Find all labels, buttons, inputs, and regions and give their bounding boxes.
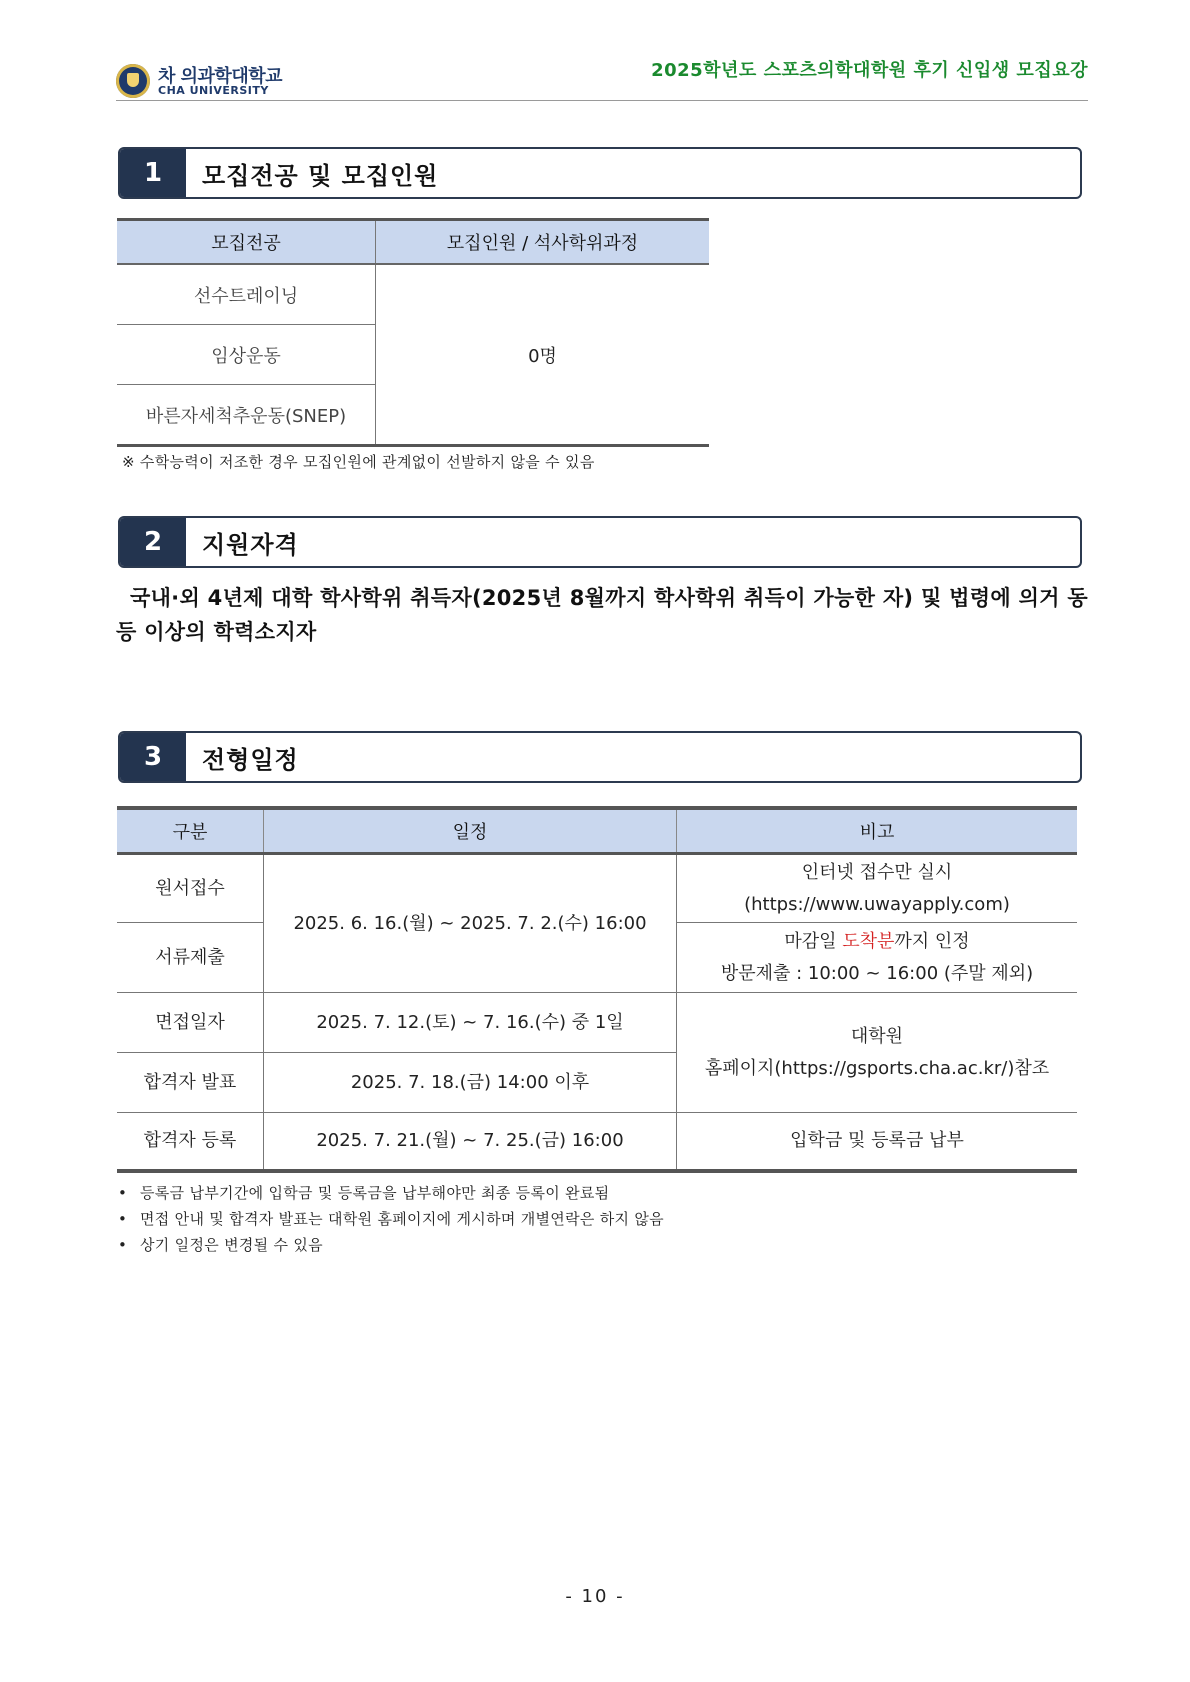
date-cell: 2025. 7. 12.(토) ~ 7. 16.(수) 중 1일 (264, 993, 677, 1053)
schedule-table-header (117, 808, 1077, 854)
highlight-text: 도착분 (842, 930, 895, 952)
header-remarks: 비고 (677, 808, 1078, 854)
date-cell: 2025. 6. 16.(월) ~ 2025. 7. 2.(수) 16:00 (264, 854, 677, 993)
remarks-line: 인터넷 접수만 실시 (801, 861, 953, 883)
university-logo (116, 62, 306, 100)
header-major: 모집전공 (117, 220, 376, 265)
page-header (116, 56, 1088, 101)
section-3-heading (118, 731, 1082, 783)
category-cell: 면접일자 (117, 993, 264, 1053)
date-cell: 2025. 7. 18.(금) 14:00 이후 (264, 1053, 677, 1113)
university-emblem-icon (116, 64, 150, 98)
schedule-notes (116, 1180, 664, 1258)
category-cell: 합격자 발표 (117, 1053, 264, 1113)
list-item: • 상기 일정은 변경될 수 있음 (116, 1232, 664, 1258)
remarks-cell (677, 993, 1078, 1113)
date-cell: 2025. 7. 21.(월) ~ 7. 25.(금) 16:00 (264, 1113, 677, 1171)
section-1-title: 모집전공 및 모집인원 (202, 161, 439, 190)
recruitment-table (117, 218, 709, 447)
remarks-text: 마감일 (784, 930, 843, 952)
table-row (117, 993, 1077, 1053)
remarks-line (678, 926, 1076, 958)
section-1-number: 1 (120, 149, 186, 197)
section-3-number: 3 (120, 733, 186, 781)
section-2-number: 2 (120, 518, 186, 566)
qualification-text: 국내·외 4년제 대학 학사학위 취득자(2025년 8월까지 학사학위 취득이 가능한 자) 및 법령에 의거 동등 이상의 학력소지자 (116, 586, 1088, 644)
remarks-cell: 입학금 및 등록금 납부 (790, 1129, 964, 1151)
recruitment-note: ※ 수학능력이 저조한 경우 모집인원에 관계없이 선발하지 않을 수 있음 (122, 453, 595, 471)
remarks-cell (677, 854, 1078, 923)
recruitment-table-header (117, 220, 709, 265)
category-cell: 원서접수 (117, 854, 264, 923)
document-title: 2025학년도 스포츠의학대학원 후기 신입생 모집요강 (651, 60, 1088, 81)
section-1-heading (118, 147, 1082, 199)
major-cell: 바른자세척추운동(SNEP) (117, 385, 376, 446)
list-item: • 면접 안내 및 합격자 발표는 대학원 홈페이지에 게시하며 개별연락은 하지 않음 (116, 1206, 664, 1232)
category-cell: 서류제출 (117, 923, 264, 993)
application-url: (https://www.uwayapply.com) (744, 893, 1010, 915)
logo-english-name: CHA UNIVERSITY (158, 84, 269, 97)
major-cell: 선수트레이닝 (117, 264, 376, 325)
recruit-count-cell: 0명 (376, 264, 710, 446)
major-cell: 임상운동 (117, 325, 376, 385)
remarks-line: 대학원 (850, 1025, 904, 1047)
section-2-title: 지원자격 (202, 530, 299, 559)
header-schedule: 일정 (264, 808, 677, 854)
header-category: 구분 (117, 808, 264, 854)
schedule-table (117, 806, 1077, 1173)
homepage-url: 홈페이지(https://gsports.cha.ac.kr/)참조 (704, 1057, 1050, 1079)
table-row (117, 264, 709, 325)
logo-korean-name: 차 의과학대학교 (158, 66, 282, 87)
category-cell: 합격자 등록 (117, 1113, 264, 1171)
section-3-title: 전형일정 (202, 745, 299, 774)
section-2-heading (118, 516, 1082, 568)
remarks-line: 방문제출 : 10:00 ~ 16:00 (주말 제외) (720, 962, 1034, 984)
table-row (117, 854, 1077, 923)
remarks-cell (677, 923, 1078, 993)
page-number: - 10 - (565, 1586, 625, 1607)
remarks-text: 까지 인정 (894, 930, 970, 952)
table-row (117, 1113, 1077, 1171)
header-count: 모집인원 / 석사학위과정 (376, 220, 710, 265)
list-item: • 등록금 납부기간에 입학금 및 등록금을 납부해야만 최종 등록이 완료됨 (116, 1180, 664, 1206)
